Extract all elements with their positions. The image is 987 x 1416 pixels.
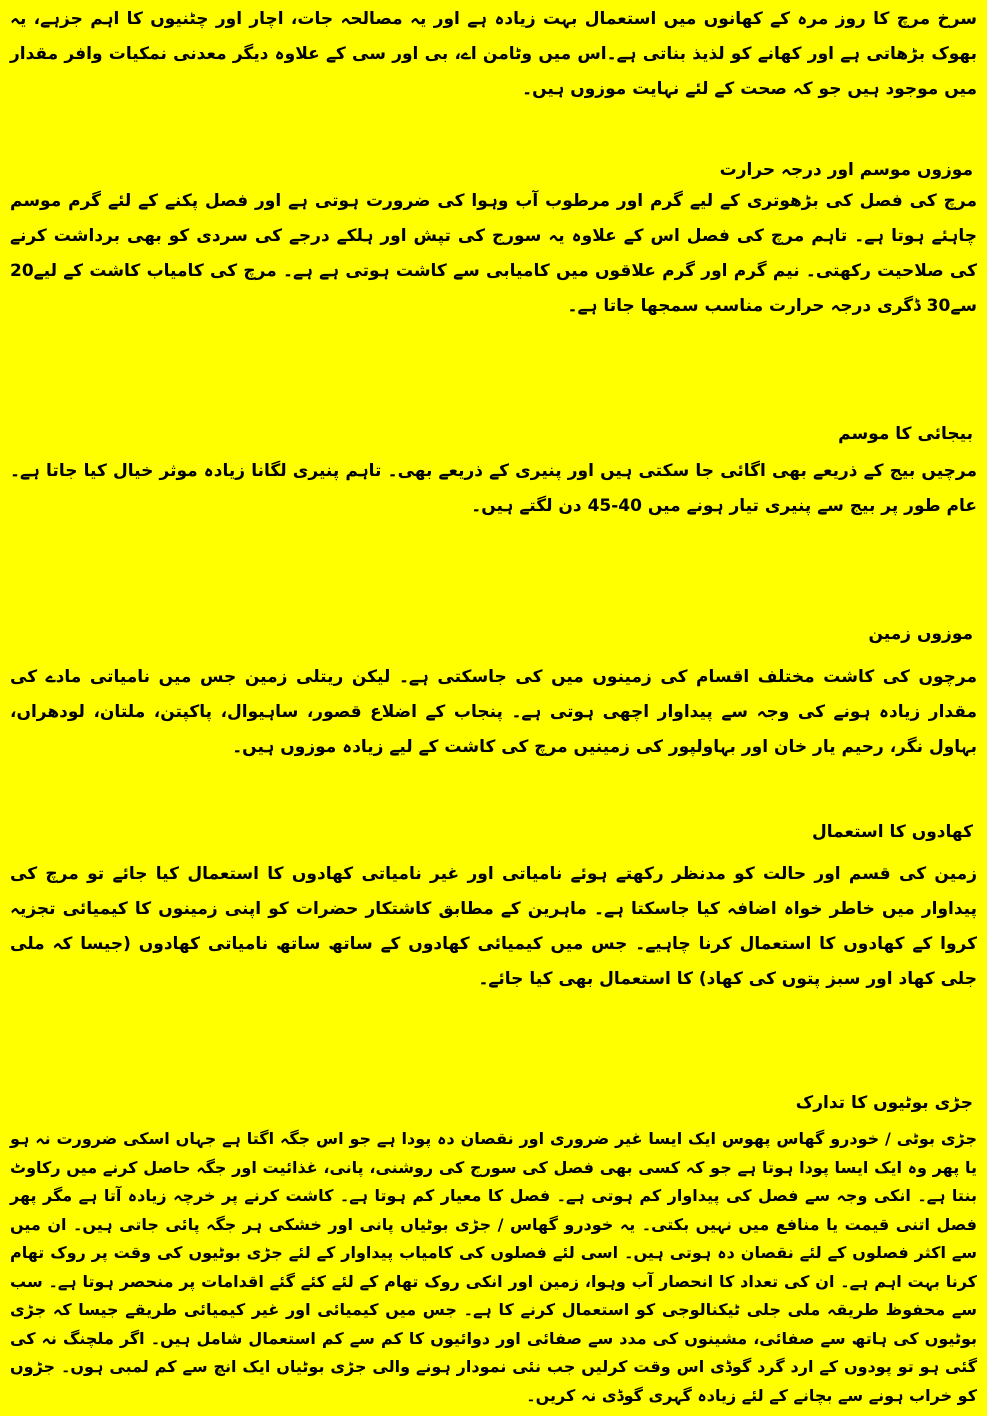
section-paragraph-weed-control: جڑی بوٹی / خودرو گھاس پھوس ایک ایسا غیر ضروری اور نقصان دہ پودا ہے جو اس جگہ اگتا ہے جہاں اسکی ضرورت نہ ہو یا پھر وہ ایک ایسا پودا ہوتا ہے جو کہ کسی بھی فصل کی سورج کی روشنی، پانی، غذائیت اور جگہ حاصل کرنے میں رکاوٹ بنتا ہے۔ انکی وجہ سے فصل کی پیداوار کم ہوتی ہے۔ فصل کا معیار کم ہوتا ہے۔ کاشت کرنے پر خرچہ زیادہ آتا ہے مگر پھر فصل اتنی قیمت یا منافع میں نہیں بکتی۔ یہ خودرو گھاس / جڑی بوٹیاں پانی اور خشکی ہر جگہ پائی جاتی ہیں۔ ان میں سے اکثر فصلوں کے لئے نقصان دہ ہوتی ہیں۔ اسی لئے فصلوں کی کامیاب پیداوار کے لئے جڑی بوٹیوں کی وقت پر روک تھام کرنا بہت اہم ہے۔ ان کی تعداد کا انحصار آب وہوا، زمین اور انکی روک تھام کے لئے کئے گئے اقدامات پر منحصر ہوتا ہے۔ سب سے محفوظ طریقہ ملی جلی ٹیکنالوجی کو استعمال کرنے کا ہے۔ جس میں کیمیائی اور غیر کیمیائی طریقے جیسا کہ جڑی بوٹیوں کی ہاتھ سے صفائی، مشینوں کی مدد سے صفائی اور دوائیوں کا کم سے کم استعمال شامل ہیں۔ اگر ملچنگ نہ کی گئی ہو تو پودوں کے ارد گرد گوڈی اس وقت کرلیں جب نئی نمودار ہونے والی جڑی بوٹیاں ایک انچ سے کم لمبی ہوں۔ جڑوں کو خراب ہونے سے بچانے کے لئے زیادہ گہری گوڈی نہ کریں۔: [10, 1129, 977, 1405]
section-heading-weed-control: جڑی بوٹیوں کا تدارک: [795, 1093, 973, 1113]
section-heading-fertilizers: کھادوں کا استعمال: [811, 822, 973, 842]
section-paragraph-climate: مرچ کی فصل کی بڑھوتری کے لیے گرم اور مرطوب آب وہوا کی ضرورت ہوتی ہے اور فصل پکنے کے لئے گرم موسم چاہئے ہوتا ہے۔ تاہم مرچ کی فصل اس کے علاوہ یہ سورج کی تپش اور ہلکے درجے کی سردی کو بھی برداشت کرنے کی صلاحیت رکھتی۔ نیم گرم اور گرم علاقوں میں کامیابی سے کاشت ہوتی ہے ہے۔ مرچ کی کامیاب کاشت کے لیے20 سے30 ڈگری درجہ حرارت مناسب سمجھا جاتا ہے۔: [10, 191, 977, 316]
section-paragraph-sowing-season: مرچیں بیج کے ذریعے بھی اگائی جا سکتی ہیں اور پنیری کے ذریعے بھی۔ تاہم پنیری لگانا زیادہ موثر خیال کیا جاتا ہے۔ عام طور پر بیج سے پنیری تیار ہونے میں 40-45 دن لگتے ہیں۔: [10, 461, 977, 516]
section-paragraph-soil: مرچوں کی کاشت مختلف اقسام کی زمینوں میں کی جاسکتی ہے۔ لیکن ریتلی زمین جس میں نامیاتی مادے کی مقدار زیادہ ہونے کی وجہ سے پیداوار اچھی ہوتی ہے۔ پنجاب کے اضلاع قصور، ساہیوال، پاکپتن، ملتان، لودھراں، بہاول نگر، رحیم یار خان اور بہاولپور کی زمینیں مرچ کی کاشت کے لیے زیادہ موزوں ہیں۔: [10, 667, 977, 757]
section-paragraph-fertilizers: زمین کی قسم اور حالت کو مدنظر رکھتے ہوئے نامیاتی اور غیر نامیاتی کھادوں کا استعمال کیا جائے تو مرچ کی پیداوار میں خاطر خواہ اضافہ کیا جاسکتا ہے۔ ماہرین کے مطابق کاشتکار حضرات کو اپنی زمینوں کا کیمیائی تجزیہ کروا کے کھادوں کا استعمال کرنا چاہیے۔ جس میں کیمیائی کھادوں کے ساتھ ساتھ نامیاتی کھادوں (جیسا کہ ملی جلی کھاد اور سبز پتوں کی کھاد) کا استعمال بھی کیا جائے۔: [10, 864, 977, 989]
section-heading-climate: موزوں موسم اور درجہ حرارت: [719, 160, 973, 180]
intro-paragraph: سرخ مرچ کا روز مرہ کے کھانوں میں استعمال بہت زیادہ ہے اور یہ مصالحہ جات، اچار اور چٹنیوں کا اہم جزہے، یہ بھوک بڑھاتی ہے اور کھانے کو لذیذ بناتی ہے۔اس میں وٹامن اے، بی اور سی کے علاوہ دیگر معدنی نمکیات وافر مقدار میں موجود ہیں جو کہ صحت کے لئے نہایت موزوں ہیں۔: [10, 9, 977, 99]
section-heading-sowing-season: بیجائی کا موسم: [838, 424, 973, 444]
section-heading-soil: موزوں زمین: [868, 624, 973, 644]
